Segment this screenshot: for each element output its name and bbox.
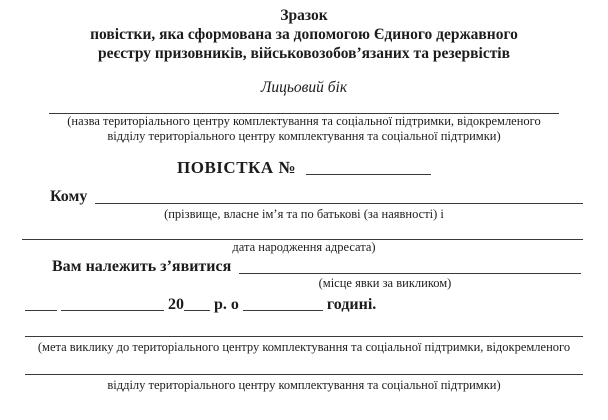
issuer-caption-line-2: відділу територіального центру комплектування та соціальної підтримки) [107,129,501,143]
summons-title-row [0,157,608,178]
date-time-row [0,295,608,314]
day-blank [25,298,57,311]
header-line-registry-2: реєстру призовників, військовозобов’язаних та резервістів [98,45,510,62]
front-side-label: Лицьовий бік [260,79,348,96]
summons-number-blank [306,174,431,175]
year-prefix: 20 [168,296,184,313]
addressee-caption-line-1: (прізвище, власне ім’я та по батькові (за наявності) і [164,207,444,221]
header-line-registry-1: повістки, яка сформована за допомогою Єдиного державного [90,26,518,43]
appearance-place-blank [239,273,581,274]
issuer-caption-line-1: (назва територіального центру комплектування та соціальної підтримки, відокремленого [67,114,541,128]
summons-title-label: ПОВІСТКА № [177,158,296,177]
purpose-caption-line-2: відділу територіального центру комплектування та соціальної підтримки) [107,378,501,392]
addressee-row [0,188,608,206]
appearance-place-caption: (місце явки за викликом) [318,276,452,290]
addressee-caption-line-2: дата народження адресата) [232,240,376,254]
year-blank [184,298,210,311]
date-suffix-text: годині. [326,296,377,313]
addressee-name-blank [95,203,583,204]
hour-blank [243,298,323,311]
document-header [0,6,608,97]
addressee-label: Кому [50,188,88,205]
month-blank [61,298,164,311]
date-middle-text: р. о [214,296,239,313]
purpose-caption-line-1: (мета виклику до територіального центру комплектування та соціальної підтримки, відокремленого [37,340,571,354]
appearance-row [0,258,608,276]
header-line-sample: Зразок [280,7,328,24]
appearance-label: Вам належить з’явитися [52,258,232,275]
